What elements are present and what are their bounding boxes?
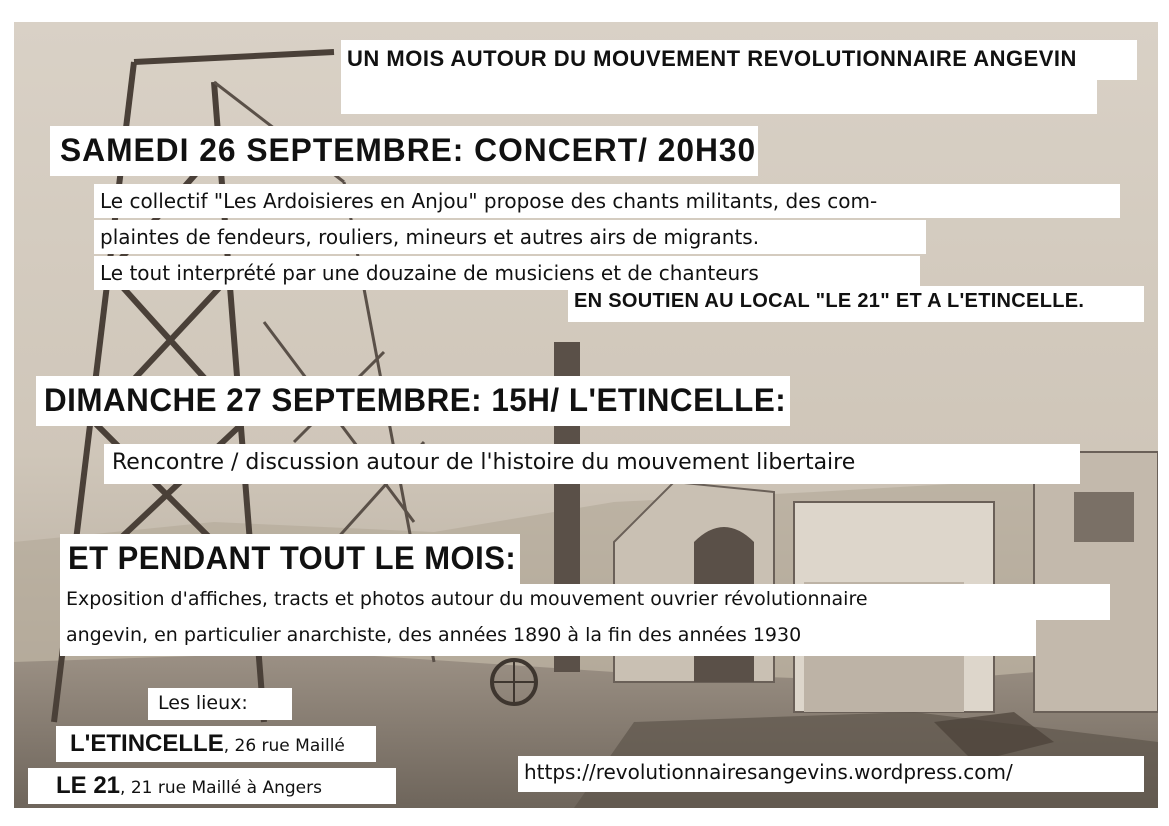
- event3-line2-text: angevin, en particulier anarchiste, des années 1890 à la fin des années 1930: [66, 624, 802, 646]
- event1-support-text: EN SOUTIEN AU LOCAL "LE 21" ET A L'ETINCELLE.: [574, 290, 1085, 312]
- place1-address: , 26 rue Maillé: [223, 736, 345, 756]
- event1-support: [568, 286, 1144, 322]
- place2: [28, 768, 396, 804]
- title-strip: [341, 80, 1097, 114]
- website-url-text[interactable]: https://revolutionnairesangevins.wordpress.com/: [524, 760, 1013, 784]
- event2-heading-text: DIMANCHE 27 SEPTEMBRE: 15H/ L'ETINCELLE:: [44, 382, 787, 418]
- label-fit-wrapper: [44, 382, 786, 419]
- event2-text: [104, 444, 1080, 484]
- label-fit-wrapper: [68, 540, 516, 577]
- event3-line1-text: Exposition d'affiches, tracts et photos autour du mouvement ouvrier révolutionnaire: [66, 588, 868, 610]
- event1-line3-text: Le tout interprété par une douzaine de musiciens et de chanteurs: [100, 261, 759, 285]
- event1-heading-text: SAMEDI 26 SEPTEMBRE: CONCERT/ 20H30: [60, 132, 757, 168]
- event1-line1-text: Le collectif "Les Ardoisieres en Anjou" propose des chants militants, des com-: [100, 189, 878, 213]
- event2-heading: [36, 376, 790, 426]
- event1-heading: [50, 126, 758, 176]
- poster-title: [341, 40, 1137, 80]
- place2-address: , 21 rue Maillé à Angers: [120, 778, 322, 798]
- label-fit-wrapper: [60, 132, 756, 169]
- places-label-text: Les lieux:: [158, 692, 248, 714]
- website-url[interactable]: [518, 756, 1144, 792]
- place1-name: L'ETINCELLE: [70, 730, 224, 757]
- event2-text-span: Rencontre / discussion autour de l'histoire du mouvement libertaire: [112, 450, 856, 475]
- event3-heading-text: ET PENDANT TOUT LE MOIS:: [68, 540, 517, 576]
- event1-line3: [94, 256, 920, 290]
- event3-line2: [60, 620, 1036, 656]
- poster-title-text: UN MOIS AUTOUR DU MOUVEMENT REVOLUTIONNAIRE ANGEVIN: [347, 46, 1077, 71]
- places-label: [148, 688, 292, 720]
- event1-line2-text: plaintes de fendeurs, rouliers, mineurs et autres airs de migrants.: [100, 225, 760, 249]
- event1-line2: [94, 220, 926, 254]
- event3-line1: [60, 584, 1110, 620]
- event1-line1: [94, 184, 1120, 218]
- event3-heading: [60, 534, 520, 584]
- place2-name: LE 21: [56, 772, 121, 799]
- place1: [56, 726, 376, 762]
